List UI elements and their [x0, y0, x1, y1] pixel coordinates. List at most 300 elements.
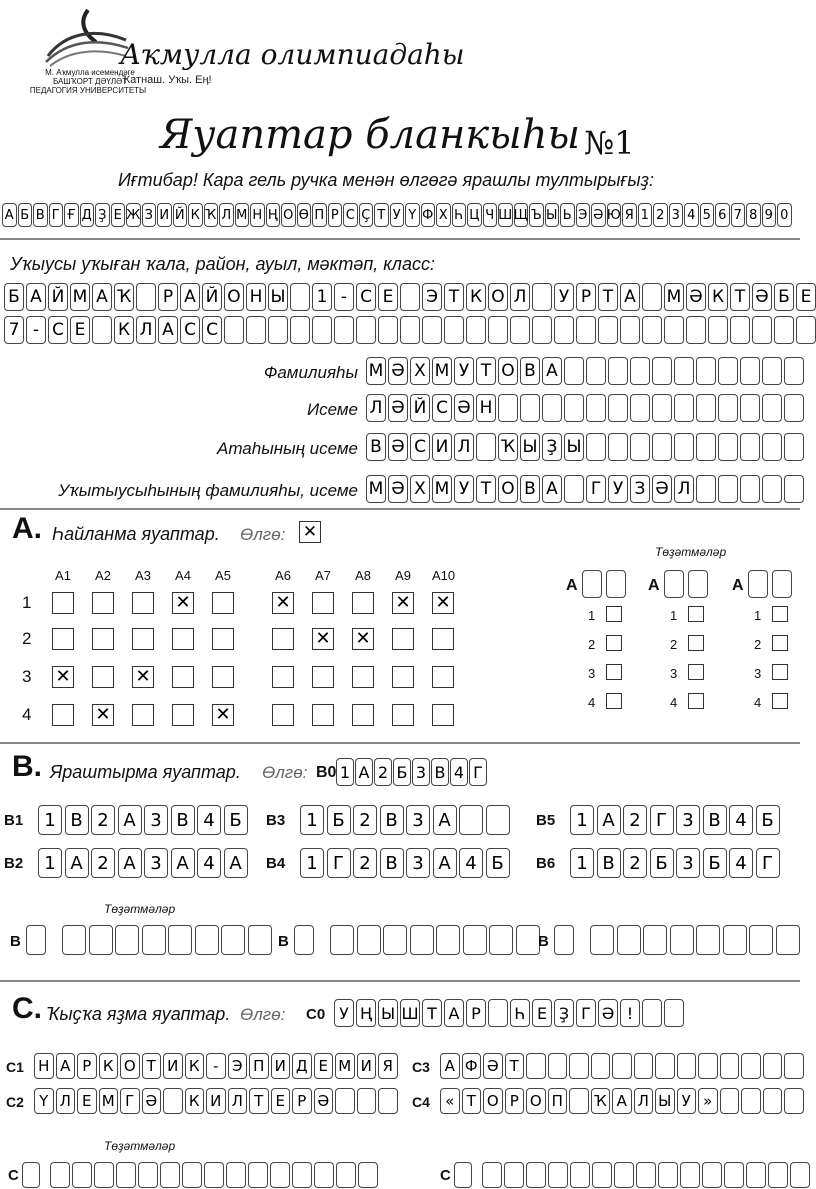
school-cell[interactable]	[598, 316, 618, 344]
alphabet-cell[interactable]: Л	[219, 203, 234, 227]
field-cell[interactable]	[762, 475, 782, 503]
field-cell[interactable]	[696, 394, 716, 422]
answer-cell[interactable]: 3	[676, 848, 700, 878]
answer-checkbox[interactable]	[92, 666, 114, 688]
correction-cell[interactable]	[383, 925, 407, 955]
answer-cell[interactable]: Д	[292, 1053, 312, 1079]
correction-cell[interactable]	[768, 1162, 788, 1188]
answer-cell[interactable]: В	[171, 805, 195, 835]
answer-cell[interactable]: Б	[756, 805, 780, 835]
answer-cell[interactable]: А	[612, 1088, 632, 1114]
school-cell[interactable]: Й	[48, 283, 68, 311]
answer-cell[interactable]: Е	[271, 1088, 291, 1114]
school-cell[interactable]	[686, 316, 706, 344]
answer-checkbox[interactable]: ✕	[352, 628, 374, 650]
answer-checkbox[interactable]	[132, 704, 154, 726]
answer-cell[interactable]: 4	[729, 848, 753, 878]
school-cell[interactable]: О	[224, 283, 244, 311]
field-cell[interactable]	[608, 394, 628, 422]
answer-cell[interactable]: -	[206, 1053, 226, 1079]
field-cell[interactable]	[740, 475, 760, 503]
school-cell[interactable]	[532, 316, 552, 344]
school-cell[interactable]: Н	[246, 283, 266, 311]
answer-cell[interactable]	[335, 1088, 355, 1114]
school-cell[interactable]: А	[180, 283, 200, 311]
field-cell[interactable]: У	[608, 475, 628, 503]
alphabet-cell[interactable]: Д	[80, 203, 95, 227]
answer-checkbox[interactable]: ✕	[172, 592, 194, 614]
school-cell[interactable]	[708, 316, 728, 344]
answer-cell[interactable]: М	[335, 1053, 355, 1079]
correction-cell[interactable]	[182, 1162, 202, 1188]
field-cell[interactable]	[696, 433, 716, 461]
school-cell[interactable]	[642, 316, 662, 344]
answer-cell[interactable]: Т	[142, 1053, 162, 1079]
field-cell[interactable]: Ы	[564, 433, 584, 461]
answer-cell[interactable]: Т	[462, 1088, 482, 1114]
correction-cell[interactable]	[680, 1162, 700, 1188]
school-cell[interactable]	[642, 283, 662, 311]
answer-checkbox[interactable]	[392, 628, 414, 650]
answer-cell[interactable]: Т	[505, 1053, 525, 1079]
sample-cell[interactable]	[642, 999, 662, 1027]
alphabet-cell[interactable]: 3	[669, 203, 684, 227]
field-cell[interactable]: Ә	[652, 475, 672, 503]
answer-checkbox[interactable]	[312, 592, 334, 614]
alphabet-cell[interactable]: Һ	[452, 203, 467, 227]
alphabet-cell[interactable]: Г	[49, 203, 64, 227]
alphabet-cell[interactable]: Ң	[266, 203, 281, 227]
alphabet-cell[interactable]: 5	[700, 203, 715, 227]
field-cell[interactable]: Л	[674, 475, 694, 503]
answer-cell[interactable]: 1	[38, 805, 62, 835]
answer-cell[interactable]: 1	[38, 848, 62, 878]
answer-cell[interactable]: Б	[224, 805, 248, 835]
alphabet-cell[interactable]: У	[390, 203, 405, 227]
answer-cell[interactable]: А	[118, 848, 142, 878]
field-cell[interactable]	[630, 357, 650, 385]
answer-cell[interactable]	[677, 1053, 697, 1079]
school-cell[interactable]: О	[488, 283, 508, 311]
correction-cell[interactable]	[790, 1162, 810, 1188]
sample-cell[interactable]: Б	[393, 758, 411, 786]
answer-cell[interactable]	[569, 1053, 589, 1079]
sample-cell[interactable]: Т	[422, 999, 442, 1027]
correction-cell[interactable]	[772, 570, 792, 598]
answer-cell[interactable]: Ф	[462, 1053, 482, 1079]
field-cell[interactable]: Х	[410, 357, 430, 385]
school-cell[interactable]	[796, 316, 816, 344]
alphabet-cell[interactable]: Ъ	[529, 203, 544, 227]
school-cell[interactable]	[224, 316, 244, 344]
correction-cell[interactable]	[570, 1162, 590, 1188]
answer-cell[interactable]: А	[433, 848, 457, 878]
school-cell[interactable]	[312, 316, 332, 344]
correction-cell[interactable]	[94, 1162, 114, 1188]
field-cell[interactable]: И	[432, 433, 452, 461]
answer-cell[interactable]: 2	[353, 848, 377, 878]
answer-checkbox[interactable]	[432, 666, 454, 688]
school-cell[interactable]: У	[554, 283, 574, 311]
field-cell[interactable]	[718, 357, 738, 385]
answer-checkbox[interactable]	[312, 704, 334, 726]
correction-cell[interactable]	[204, 1162, 224, 1188]
sample-cell[interactable]: Ы	[378, 999, 398, 1027]
field-cell[interactable]	[740, 433, 760, 461]
answer-checkbox[interactable]	[52, 704, 74, 726]
correction-cell[interactable]	[548, 1162, 568, 1188]
answer-cell[interactable]	[741, 1053, 761, 1079]
field-cell[interactable]	[740, 357, 760, 385]
answer-cell[interactable]: И	[163, 1053, 183, 1079]
answer-cell[interactable]	[163, 1088, 183, 1114]
school-cell[interactable]: Ҡ	[114, 283, 134, 311]
correction-cell[interactable]	[314, 1162, 334, 1188]
field-cell[interactable]: М	[366, 475, 386, 503]
school-cell[interactable]	[554, 316, 574, 344]
alphabet-cell[interactable]: Б	[18, 203, 33, 227]
correction-checkbox[interactable]	[772, 693, 788, 709]
school-cell[interactable]: Е	[378, 283, 398, 311]
school-cell[interactable]	[136, 283, 156, 311]
answer-checkbox[interactable]: ✕	[432, 592, 454, 614]
correction-cell[interactable]	[748, 570, 768, 598]
answer-cell[interactable]: Р	[505, 1088, 525, 1114]
answer-cell[interactable]: 1	[300, 805, 324, 835]
answer-cell[interactable]	[486, 805, 510, 835]
school-cell[interactable]: А	[620, 283, 640, 311]
field-cell[interactable]	[652, 394, 672, 422]
sample-cell[interactable]: 1	[336, 758, 354, 786]
correction-cell[interactable]	[592, 1162, 612, 1188]
field-cell[interactable]	[652, 433, 672, 461]
answer-cell[interactable]	[784, 1053, 804, 1079]
alphabet-cell[interactable]: Н	[250, 203, 265, 227]
answer-cell[interactable]: 2	[91, 805, 115, 835]
answer-cell[interactable]: Р	[77, 1053, 97, 1079]
answer-cell[interactable]: М	[99, 1088, 119, 1114]
correction-cell[interactable]	[670, 925, 694, 955]
correction-cell[interactable]	[606, 570, 626, 598]
field-cell[interactable]	[718, 433, 738, 461]
correction-cell[interactable]	[115, 925, 139, 955]
sample-cell[interactable]: Р	[466, 999, 486, 1027]
school-cell[interactable]	[334, 316, 354, 344]
answer-checkbox[interactable]	[52, 592, 74, 614]
answer-cell[interactable]: А	[440, 1053, 460, 1079]
school-cell[interactable]: 7	[4, 316, 24, 344]
answer-cell[interactable]: Я	[378, 1053, 398, 1079]
correction-cell[interactable]	[702, 1162, 722, 1188]
field-cell[interactable]: Ә	[388, 394, 408, 422]
field-cell[interactable]: Н	[476, 394, 496, 422]
answer-cell[interactable]: О	[120, 1053, 140, 1079]
school-cell[interactable]	[532, 283, 552, 311]
correction-cell[interactable]	[463, 925, 487, 955]
field-cell[interactable]: Ә	[454, 394, 474, 422]
answer-cell[interactable]: 3	[406, 805, 430, 835]
field-cell[interactable]	[586, 394, 606, 422]
correction-cell[interactable]	[26, 925, 46, 955]
answer-cell[interactable]: К	[185, 1053, 205, 1079]
answer-cell[interactable]: П	[249, 1053, 269, 1079]
answer-cell[interactable]: «	[440, 1088, 460, 1114]
correction-checkbox[interactable]	[606, 693, 622, 709]
correction-cell[interactable]	[723, 925, 747, 955]
school-cell[interactable]: К	[708, 283, 728, 311]
school-cell[interactable]: А	[92, 283, 112, 311]
answer-cell[interactable]: А	[224, 848, 248, 878]
answer-cell[interactable]: П	[548, 1088, 568, 1114]
correction-cell[interactable]	[724, 1162, 744, 1188]
answer-checkbox[interactable]	[172, 628, 194, 650]
field-cell[interactable]: Ә	[388, 357, 408, 385]
correction-checkbox[interactable]	[688, 606, 704, 622]
field-cell[interactable]: У	[454, 357, 474, 385]
alphabet-cell[interactable]: М	[235, 203, 250, 227]
field-cell[interactable]	[784, 475, 804, 503]
field-cell[interactable]	[674, 433, 694, 461]
school-cell[interactable]: Ы	[268, 283, 288, 311]
answer-cell[interactable]	[763, 1088, 783, 1114]
field-cell[interactable]: Л	[366, 394, 386, 422]
sample-cell[interactable]: А	[355, 758, 373, 786]
correction-cell[interactable]	[688, 570, 708, 598]
answer-checkbox[interactable]	[272, 628, 294, 650]
answer-cell[interactable]: 1	[300, 848, 324, 878]
answer-cell[interactable]: Л	[56, 1088, 76, 1114]
correction-cell[interactable]	[489, 925, 513, 955]
answer-cell[interactable]: Е	[314, 1053, 334, 1079]
answer-cell[interactable]: К	[99, 1053, 119, 1079]
school-cell[interactable]	[378, 316, 398, 344]
field-cell[interactable]	[784, 394, 804, 422]
field-cell[interactable]	[542, 394, 562, 422]
answer-cell[interactable]: О	[526, 1088, 546, 1114]
school-cell[interactable]: М	[70, 283, 90, 311]
answer-cell[interactable]: Б	[327, 805, 351, 835]
answer-cell[interactable]: 2	[623, 805, 647, 835]
alphabet-cell[interactable]: Ж	[126, 203, 141, 227]
sample-cell[interactable]: !	[620, 999, 640, 1027]
alphabet-cell[interactable]: Ц	[467, 203, 482, 227]
answer-cell[interactable]: 1	[570, 848, 594, 878]
school-cell[interactable]: Е	[796, 283, 816, 311]
correction-checkbox[interactable]	[688, 693, 704, 709]
answer-cell[interactable]	[720, 1053, 740, 1079]
field-cell[interactable]: А	[542, 357, 562, 385]
field-cell[interactable]: Ә	[388, 433, 408, 461]
field-cell[interactable]	[784, 433, 804, 461]
answer-checkbox[interactable]	[132, 628, 154, 650]
answer-cell[interactable]	[569, 1088, 589, 1114]
answer-cell[interactable]: Ҡ	[591, 1088, 611, 1114]
school-cell[interactable]	[400, 316, 420, 344]
answer-cell[interactable]: В	[597, 848, 621, 878]
field-cell[interactable]	[784, 357, 804, 385]
answer-cell[interactable]: 3	[144, 848, 168, 878]
school-cell[interactable]: Й	[202, 283, 222, 311]
answer-checkbox[interactable]	[212, 666, 234, 688]
field-cell[interactable]: А	[542, 475, 562, 503]
alphabet-cell[interactable]: Т	[374, 203, 389, 227]
field-cell[interactable]: В	[520, 357, 540, 385]
field-cell[interactable]	[674, 357, 694, 385]
school-cell[interactable]: А	[26, 283, 46, 311]
school-cell[interactable]	[444, 316, 464, 344]
field-cell[interactable]	[762, 394, 782, 422]
correction-cell[interactable]	[330, 925, 354, 955]
field-cell[interactable]: Ә	[388, 475, 408, 503]
school-cell[interactable]: Т	[444, 283, 464, 311]
field-cell[interactable]: О	[498, 357, 518, 385]
school-cell[interactable]	[400, 283, 420, 311]
school-cell[interactable]: -	[334, 283, 354, 311]
field-cell[interactable]	[608, 357, 628, 385]
correction-cell[interactable]	[226, 1162, 246, 1188]
alphabet-cell[interactable]: Р	[328, 203, 343, 227]
answer-cell[interactable]: Р	[292, 1088, 312, 1114]
answer-cell[interactable]: 1	[570, 805, 594, 835]
sample-cell[interactable]: Е	[532, 999, 552, 1027]
correction-cell[interactable]	[454, 1162, 472, 1188]
school-cell[interactable]	[290, 283, 310, 311]
answer-cell[interactable]: В	[380, 848, 404, 878]
school-cell[interactable]: Б	[4, 283, 24, 311]
correction-cell[interactable]	[436, 925, 460, 955]
school-cell[interactable]	[268, 316, 288, 344]
answer-cell[interactable]: Ү	[34, 1088, 54, 1114]
sample-cell[interactable]: 2	[374, 758, 392, 786]
field-cell[interactable]	[652, 357, 672, 385]
alphabet-cell[interactable]: Ө	[297, 203, 312, 227]
field-cell[interactable]: В	[366, 433, 386, 461]
sample-cell[interactable]: А	[444, 999, 464, 1027]
alphabet-cell[interactable]: 9	[762, 203, 777, 227]
correction-cell[interactable]	[482, 1162, 502, 1188]
alphabet-cell[interactable]: 1	[638, 203, 653, 227]
field-cell[interactable]	[586, 357, 606, 385]
answer-cell[interactable]: И	[271, 1053, 291, 1079]
correction-cell[interactable]	[248, 925, 272, 955]
correction-cell[interactable]	[516, 925, 540, 955]
alphabet-cell[interactable]: 0	[777, 203, 792, 227]
answer-cell[interactable]	[378, 1088, 398, 1114]
field-cell[interactable]	[762, 433, 782, 461]
alphabet-cell[interactable]: А	[2, 203, 17, 227]
alphabet-cell[interactable]: Ү	[405, 203, 420, 227]
correction-cell[interactable]	[526, 1162, 546, 1188]
answer-checkbox[interactable]	[132, 592, 154, 614]
correction-checkbox[interactable]	[606, 664, 622, 680]
sample-cell[interactable]: 3	[412, 758, 430, 786]
field-cell[interactable]	[564, 357, 584, 385]
answer-checkbox[interactable]: ✕	[272, 592, 294, 614]
alphabet-cell[interactable]: Ь	[560, 203, 575, 227]
sample-cell[interactable]: Ә	[598, 999, 618, 1027]
correction-checkbox[interactable]	[688, 664, 704, 680]
answer-cell[interactable]	[655, 1053, 675, 1079]
answer-cell[interactable]: Ә	[314, 1088, 334, 1114]
alphabet-cell[interactable]: К	[188, 203, 203, 227]
answer-checkbox[interactable]	[352, 592, 374, 614]
sample-cell[interactable]: 4	[450, 758, 468, 786]
field-cell[interactable]: М	[432, 475, 452, 503]
field-cell[interactable]: Т	[476, 357, 496, 385]
field-cell[interactable]: М	[366, 357, 386, 385]
school-cell[interactable]: С	[356, 283, 376, 311]
answer-cell[interactable]: Ә	[483, 1053, 503, 1079]
answer-checkbox[interactable]	[212, 592, 234, 614]
answer-cell[interactable]: 2	[353, 805, 377, 835]
answer-checkbox[interactable]	[432, 628, 454, 650]
alphabet-cell[interactable]: И	[157, 203, 172, 227]
answer-cell[interactable]: Т	[249, 1088, 269, 1114]
answer-cell[interactable]: »	[698, 1088, 718, 1114]
field-cell[interactable]: Й	[410, 394, 430, 422]
field-cell[interactable]	[564, 394, 584, 422]
alphabet-cell[interactable]: Ҡ	[204, 203, 219, 227]
correction-cell[interactable]	[643, 925, 667, 955]
field-cell[interactable]	[630, 433, 650, 461]
alphabet-cell[interactable]: Й	[173, 203, 188, 227]
correction-cell[interactable]	[160, 1162, 180, 1188]
correction-cell[interactable]	[89, 925, 113, 955]
alphabet-cell[interactable]: Ғ	[64, 203, 79, 227]
correction-cell[interactable]	[357, 925, 381, 955]
field-cell[interactable]	[718, 475, 738, 503]
answer-cell[interactable]: Г	[327, 848, 351, 878]
school-cell[interactable]: А	[158, 316, 178, 344]
school-cell[interactable]	[510, 316, 530, 344]
answer-cell[interactable]: Ә	[142, 1088, 162, 1114]
alphabet-cell[interactable]: Ҙ	[95, 203, 110, 227]
answer-cell[interactable]: А	[433, 805, 457, 835]
answer-cell[interactable]: 4	[459, 848, 483, 878]
answer-checkbox[interactable]: ✕	[392, 592, 414, 614]
correction-cell[interactable]	[168, 925, 192, 955]
alphabet-cell[interactable]: О	[281, 203, 296, 227]
school-cell[interactable]	[356, 316, 376, 344]
correction-cell[interactable]	[554, 925, 574, 955]
alphabet-cell[interactable]: З	[142, 203, 157, 227]
answer-checkbox[interactable]: ✕	[92, 704, 114, 726]
field-cell[interactable]: С	[432, 394, 452, 422]
answer-cell[interactable]: 3	[406, 848, 430, 878]
school-cell[interactable]: Ә	[686, 283, 706, 311]
answer-checkbox[interactable]	[172, 666, 194, 688]
answer-cell[interactable]: Э	[228, 1053, 248, 1079]
correction-cell[interactable]	[617, 925, 641, 955]
correction-checkbox[interactable]	[772, 635, 788, 651]
school-cell[interactable]: С	[180, 316, 200, 344]
correction-cell[interactable]	[749, 925, 773, 955]
school-cell[interactable]: С	[48, 316, 68, 344]
school-cell[interactable]: М	[664, 283, 684, 311]
answer-checkbox[interactable]	[272, 704, 294, 726]
correction-cell[interactable]	[22, 1162, 40, 1188]
school-cell[interactable]	[730, 316, 750, 344]
answer-cell[interactable]: А	[597, 805, 621, 835]
school-cell[interactable]: 1	[312, 283, 332, 311]
school-cell[interactable]	[576, 316, 596, 344]
answer-cell[interactable]: А	[118, 805, 142, 835]
sample-cell[interactable]: Г	[469, 758, 487, 786]
sample-cell[interactable]: Ң	[356, 999, 376, 1027]
field-cell[interactable]	[696, 475, 716, 503]
answer-cell[interactable]	[459, 805, 483, 835]
answer-checkbox[interactable]	[312, 666, 334, 688]
